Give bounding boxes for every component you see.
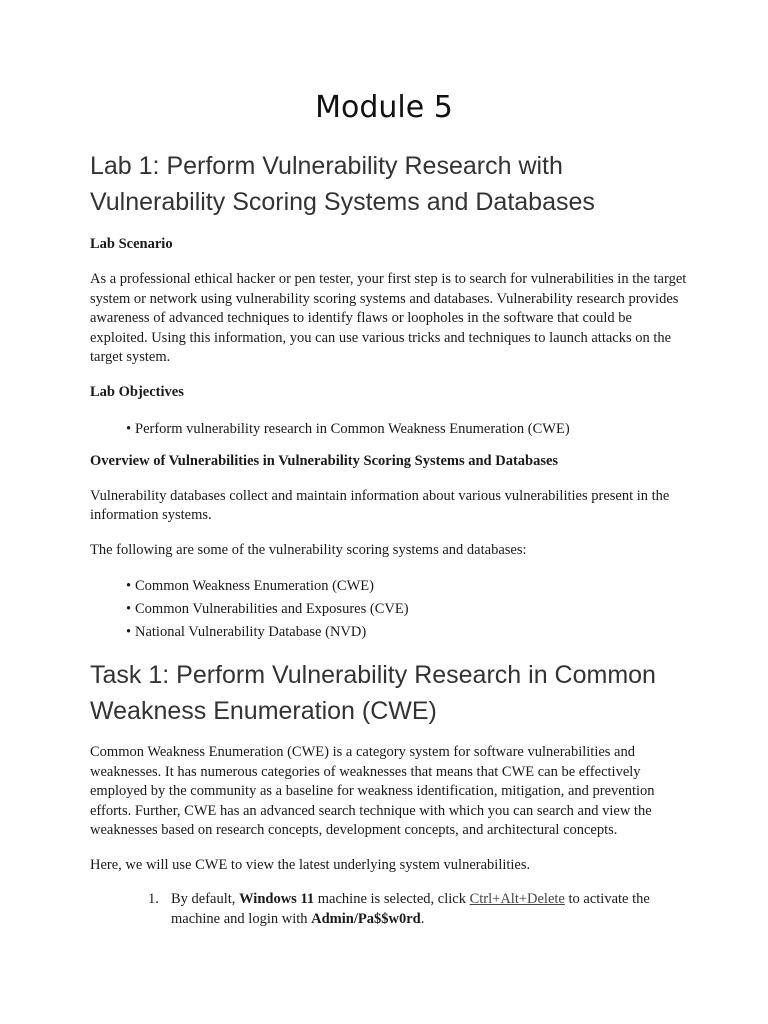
lab-scenario-heading: Lab Scenario [90, 236, 173, 252]
lab-objectives-heading: Lab Objectives [90, 383, 184, 400]
list-item: • Common Weakness Enumeration (CWE) [135, 575, 690, 598]
step-text: machine is selected, click [314, 891, 470, 907]
password: Pa$$w0rd [357, 910, 421, 927]
task-paragraph: Common Weakness Enumeration (CWE) is a category system for software vulnerabilities and weaknesses. It has numerous categories of weaknesses that means that CWE can be effectively employed by the community as a baseline for weakness identification, mitigation, and prevention efforts. Further, CWE has an advanced search technique with which you can search and view the weaknesses based on research concepts, development concepts, and architectural concepts. [90, 744, 655, 838]
step-number: 1. [148, 891, 159, 907]
document-content [90, 148, 690, 929]
overview-paragraph: The following are some of the vulnerability scoring systems and databases: [90, 541, 527, 558]
list-item: • Perform vulnerability research in Common Weakness Enumeration (CWE) [135, 418, 690, 441]
username: Admin [311, 910, 354, 927]
list-item: • National Vulnerability Database (NVD) [135, 621, 690, 644]
machine-name: Windows 11 [239, 891, 315, 907]
overview-paragraph: Vulnerability databases collect and maintain information about various vulnerabilities present in the information systems. [90, 487, 670, 523]
ctrl-alt-delete-link[interactable]: Ctrl+Alt+Delete [469, 891, 565, 907]
slash: / [353, 910, 358, 927]
list-item: • Common Vulnerabilities and Exposures (CVE) [135, 598, 690, 621]
lab-scenario-text: As a professional ethical hacker or pen tester, your first step is to search for vulnerabilities in the target system or network using vulnerability scoring systems and databases. Vulnerability research provides awareness of advanced techniques to identify flaws or loopholes in the software that could be exploited. Using this information, you can use various tricks and techniques to launch attacks on the target system. [90, 271, 687, 365]
step-text: . [420, 910, 425, 927]
step-item [148, 890, 690, 929]
steps-list [90, 890, 690, 929]
step-text: By default, [171, 891, 240, 907]
databases-list [90, 575, 690, 644]
module-title: Module 5 [315, 90, 453, 125]
lab-objectives-list [90, 418, 690, 441]
overview-heading: Overview of Vulnerabilities in Vulnerability Scoring Systems and Databases [90, 452, 559, 469]
task-paragraph: Here, we will use CWE to view the latest underlying system vulnerabilities. [90, 856, 531, 873]
lab-title: Lab 1: Perform Vulnerability Research with Vulnerability Scoring Systems and Databases [90, 152, 595, 216]
task-title: Task 1: Perform Vulnerability Research in Common Weakness Enumeration (CWE) [90, 661, 656, 725]
step-text: to activate the machine and login with [171, 891, 650, 927]
